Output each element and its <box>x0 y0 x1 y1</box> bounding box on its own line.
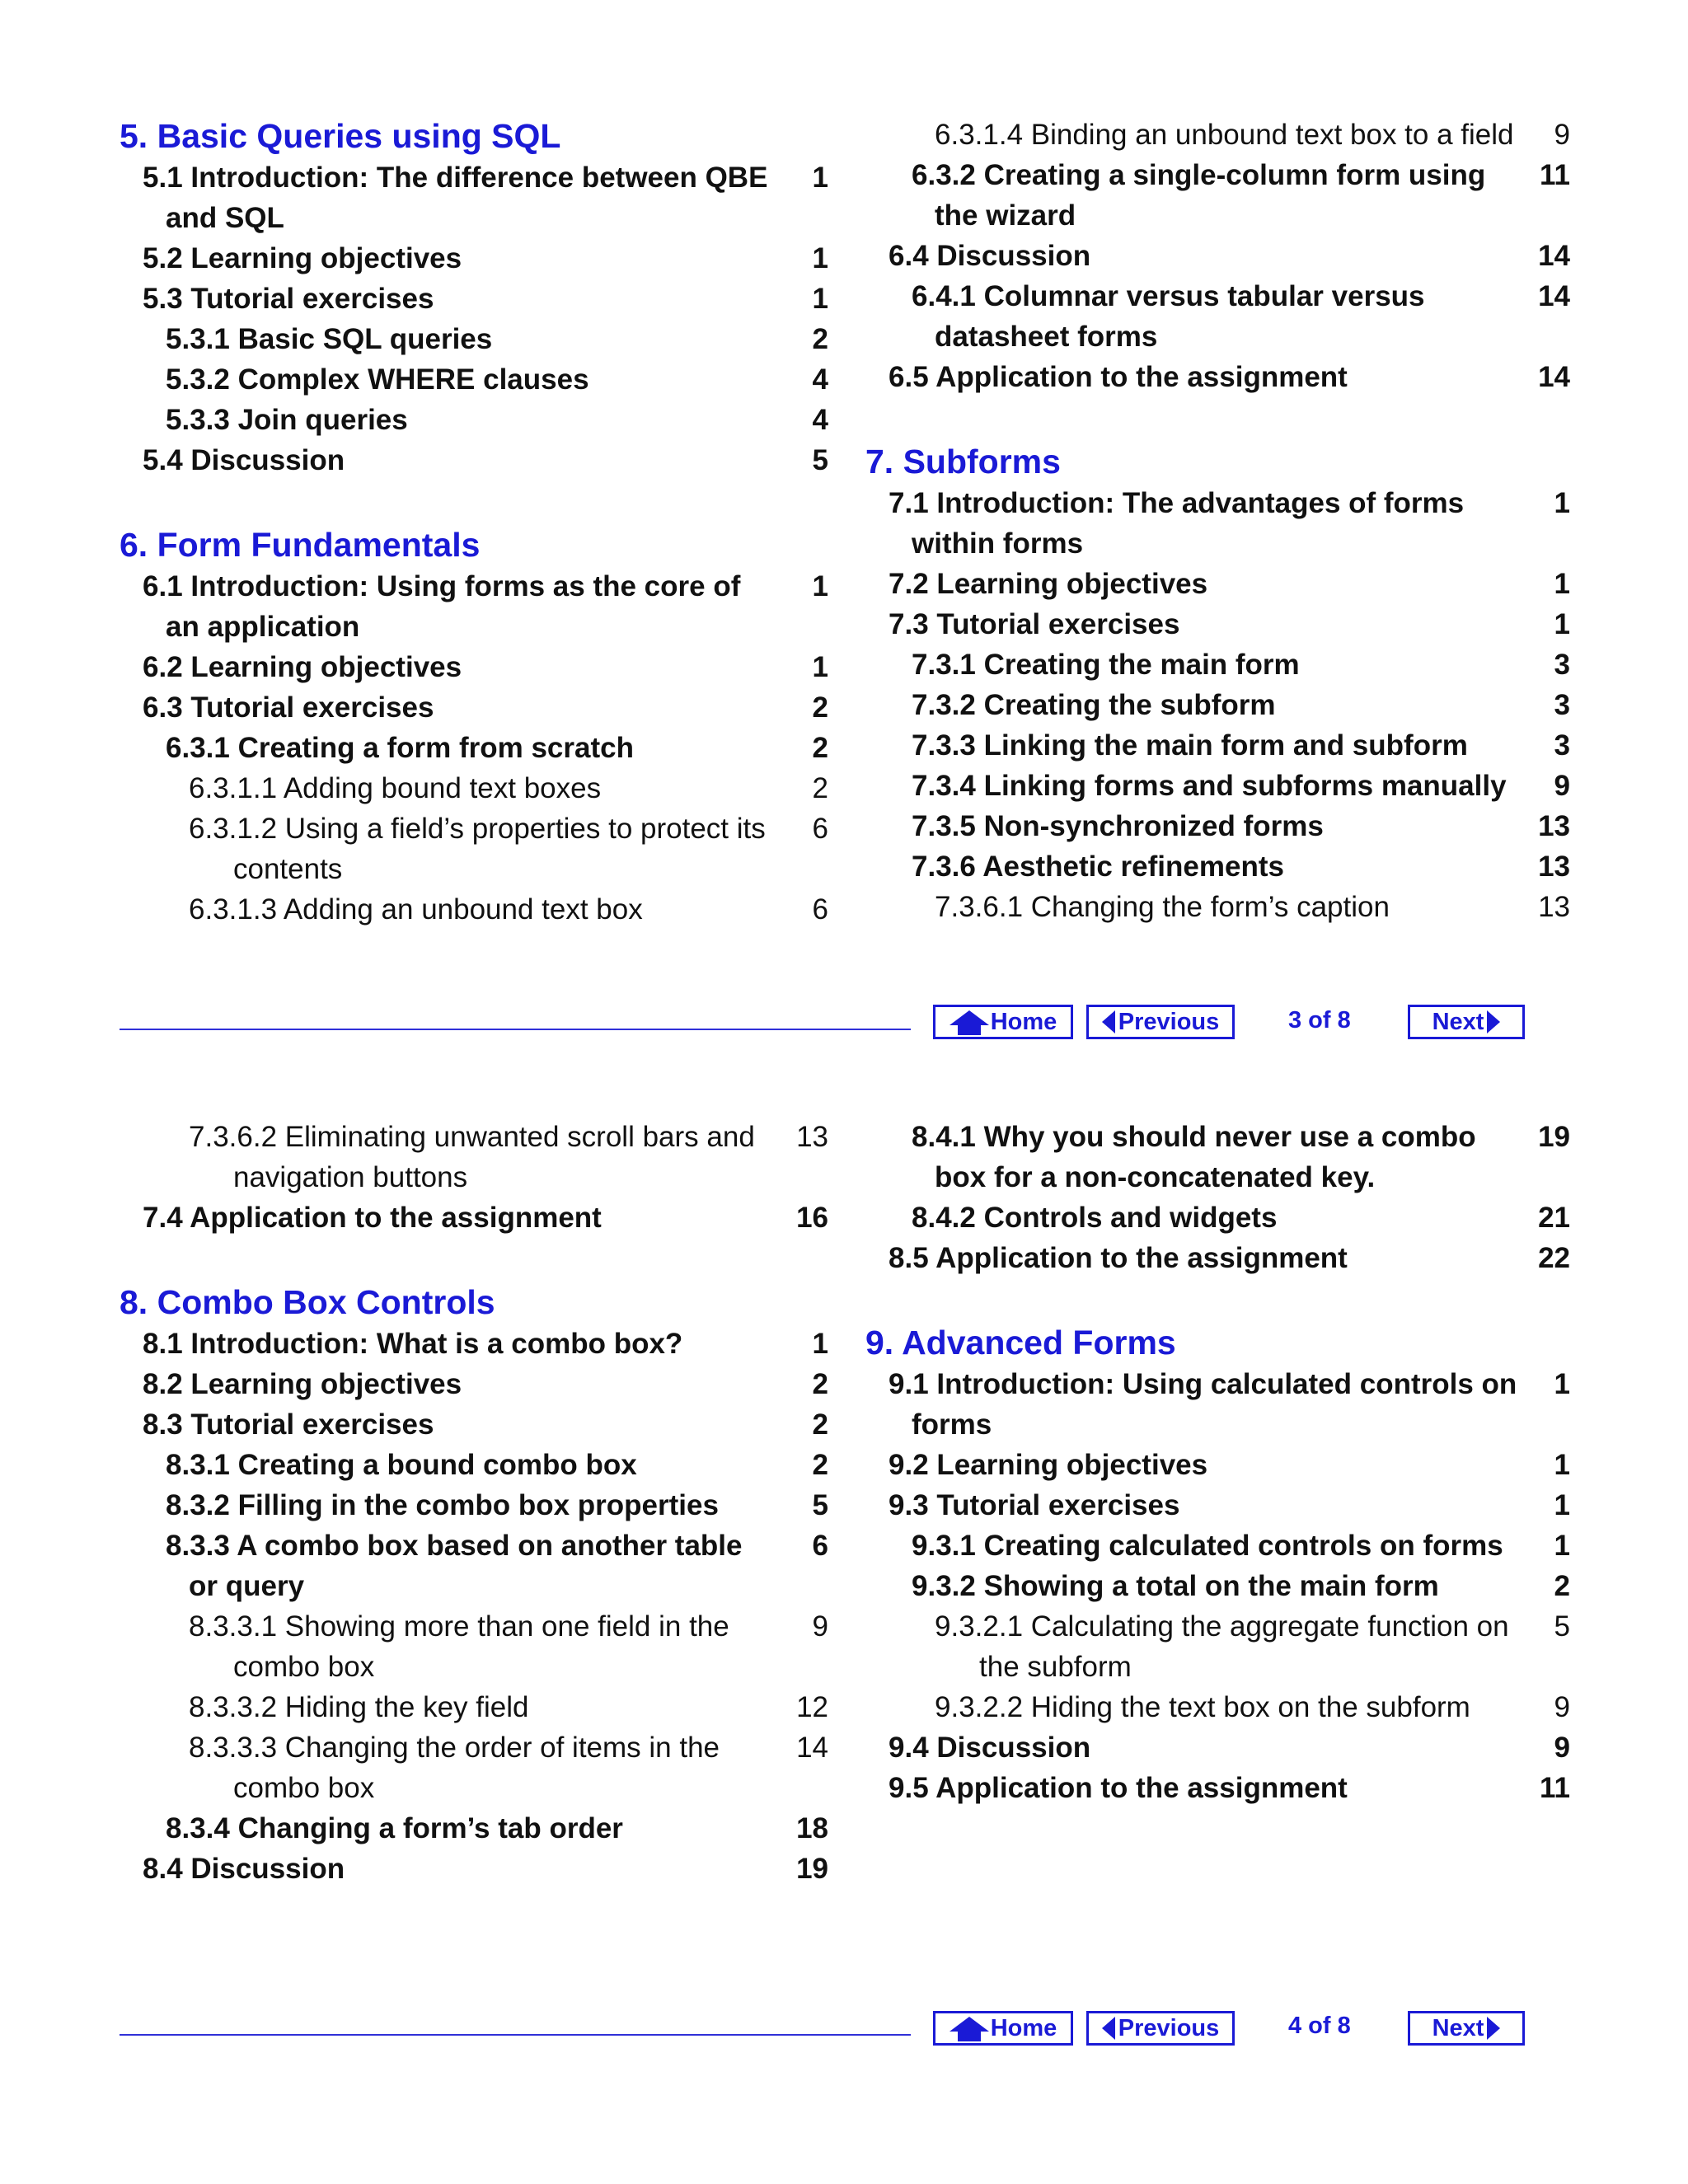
toc-entry-title: 7.3.6.1 Changing the form’s caption <box>935 891 1390 923</box>
toc-entry[interactable] <box>865 846 1570 887</box>
toc-entry-page: 6 <box>812 813 828 845</box>
toc-entry-page: 2 <box>812 1408 828 1441</box>
toc-entry-title: 5.3.3 Join queries <box>166 404 408 436</box>
toc-entry-page: 14 <box>1538 361 1570 393</box>
toc-entry[interactable] <box>865 766 1570 806</box>
toc-entry-title: 9.2 Learning objectives <box>889 1449 1208 1481</box>
toc-entry-page: 1 <box>812 651 828 683</box>
toc-column-left <box>120 1117 828 1889</box>
home-button[interactable]: Home <box>933 2011 1073 2046</box>
section-spacer <box>865 397 1570 440</box>
toc-entry[interactable] <box>865 1117 1570 1197</box>
toc-entry[interactable] <box>120 1485 828 1526</box>
toc-entry-page: 2 <box>812 772 828 804</box>
toc-entry[interactable] <box>865 1687 1570 1727</box>
arrow-left-icon <box>1102 2017 1115 2040</box>
chapter-heading[interactable]: 8. Combo Box Controls <box>120 1283 495 1321</box>
toc-entry-page: 9 <box>1554 1691 1570 1723</box>
toc-entry[interactable] <box>865 685 1570 725</box>
toc-entry-page: 11 <box>1540 1772 1570 1804</box>
toc-entry-title: 6.2 Learning objectives <box>143 651 462 683</box>
toc-entry[interactable] <box>120 687 828 728</box>
toc-entry-page: 1 <box>1554 1489 1570 1521</box>
toc-entry-page: 1 <box>1554 608 1570 640</box>
toc-entry-title: 5.2 Learning objectives <box>143 242 462 274</box>
toc-entry-title: 6.5 Application to the assignment <box>889 361 1348 393</box>
toc-entry[interactable] <box>865 1768 1570 1808</box>
toc-entry-page: 18 <box>796 1812 828 1844</box>
toc-entry-title: 9.5 Application to the assignment <box>889 1772 1348 1804</box>
toc-entry-title: 6.3.1.2 Using a field’s properties to protect its contents <box>189 813 766 885</box>
toc-entry[interactable] <box>865 725 1570 766</box>
toc-entry-page: 2 <box>812 323 828 355</box>
toc-entry-page: 1 <box>812 570 828 602</box>
toc-entry-page: 9 <box>1554 770 1570 802</box>
toc-entry-title: 8.4.1 Why you should never use a combo box for a non-concatenated key. <box>912 1121 1476 1193</box>
toc-entry[interactable] <box>865 276 1570 357</box>
toc-entry-title: 5.3.1 Basic SQL queries <box>166 323 493 355</box>
toc-entry-page: 2 <box>812 732 828 764</box>
toc-entry[interactable] <box>865 1566 1570 1606</box>
arrow-right-icon <box>1487 1010 1500 1033</box>
toc-entry[interactable] <box>865 1238 1570 1278</box>
toc-column-left <box>120 115 828 930</box>
toc-entry-title: 8.4 Discussion <box>143 1853 345 1885</box>
toc-entry-title: 7.2 Learning objectives <box>889 568 1208 600</box>
toc-entry-title: 9.3.1 Creating calculated controls on forms <box>912 1530 1503 1562</box>
toc-entry-page: 1 <box>812 283 828 315</box>
home-icon <box>950 2017 989 2032</box>
home-button[interactable]: Home <box>933 1005 1073 1039</box>
arrow-left-icon <box>1102 1010 1115 1033</box>
toc-entry[interactable] <box>865 1197 1570 1238</box>
toc-entry[interactable] <box>120 1727 828 1808</box>
toc-entry[interactable] <box>120 728 828 768</box>
toc-entry[interactable] <box>120 1849 828 1889</box>
toc-entry-page: 1 <box>1554 1530 1570 1562</box>
toc-entry-page: 1 <box>812 162 828 194</box>
toc-entry-page: 1 <box>1554 1449 1570 1481</box>
chapter-heading[interactable]: 6. Form Fundamentals <box>120 526 481 564</box>
toc-entry-page: 2 <box>812 1449 828 1481</box>
toc-entry-page: 6 <box>812 893 828 926</box>
toc-entry-title: 8.3.3 A combo box based on another table or query <box>166 1530 743 1602</box>
chapter-heading[interactable]: 9. Advanced Forms <box>865 1324 1176 1361</box>
toc-entry-title: 6.3.1.4 Binding an unbound text box to a field <box>935 119 1514 151</box>
arrow-right-icon <box>1487 2017 1500 2040</box>
toc-entry-title: 8.3.1 Creating a bound combo box <box>166 1449 637 1481</box>
toc-entry-title: 9.3 Tutorial exercises <box>889 1489 1180 1521</box>
toc-entry[interactable] <box>120 889 828 930</box>
toc-entry[interactable] <box>120 1364 828 1404</box>
toc-entry-title: 7.4 Application to the assignment <box>143 1202 602 1234</box>
page-indicator: 4 of 8 <box>1288 2013 1351 2039</box>
toc-entry[interactable] <box>120 359 828 400</box>
toc-entry-title: 7.3.6 Aesthetic refinements <box>912 851 1284 883</box>
toc-column-right <box>865 1117 1570 1808</box>
toc-entry-title: 5.3 Tutorial exercises <box>143 283 434 315</box>
toc-entry-title: 8.4.2 Controls and widgets <box>912 1202 1278 1234</box>
toc-entry[interactable] <box>865 115 1570 155</box>
toc-entry-page: 1 <box>812 1328 828 1360</box>
toc-entry-title: 7.3 Tutorial exercises <box>889 608 1180 640</box>
toc-page-2 <box>0 1096 1688 2184</box>
toc-entry[interactable] <box>865 483 1570 564</box>
toc-entry-title: 6.4 Discussion <box>889 240 1091 272</box>
toc-entry[interactable] <box>865 236 1570 276</box>
toc-entry-title: 6.3 Tutorial exercises <box>143 691 434 724</box>
toc-entry[interactable] <box>120 647 828 687</box>
toc-entry-title: 7.3.2 Creating the subform <box>912 689 1276 721</box>
toc-entry-title: 7.3.6.2 Eliminating unwanted scroll bars and navigation buttons <box>189 1121 755 1193</box>
toc-entry-page: 13 <box>796 1121 828 1153</box>
page-indicator: 3 of 8 <box>1288 1007 1351 1033</box>
toc-entry[interactable] <box>120 279 828 319</box>
toc-entry-title: 8.3.4 Changing a form’s tab order <box>166 1812 623 1844</box>
toc-entry-page: 2 <box>812 1368 828 1400</box>
toc-entry[interactable] <box>120 1808 828 1849</box>
toc-entry[interactable] <box>120 1687 828 1727</box>
toc-entry-page: 9 <box>812 1610 828 1643</box>
toc-entry-page: 3 <box>1554 649 1570 681</box>
toc-entry-page: 1 <box>1554 487 1570 519</box>
toc-entry-title: 7.1 Introduction: The advantages of forms within forms <box>889 487 1465 560</box>
toc-entry[interactable] <box>120 400 828 440</box>
previous-button[interactable]: Previous <box>1086 2011 1235 2046</box>
toc-entry[interactable] <box>120 1526 828 1606</box>
toc-entry-page: 14 <box>1538 280 1570 312</box>
toc-entry-page: 2 <box>1554 1570 1570 1602</box>
toc-entry-title: 8.3.3.1 Showing more than one field in the combo box <box>189 1610 729 1683</box>
toc-entry-page: 5 <box>812 444 828 476</box>
section-spacer <box>120 480 828 523</box>
toc-entry[interactable] <box>865 1526 1570 1566</box>
toc-entry-title: 9.3.2 Showing a total on the main form <box>912 1570 1439 1602</box>
toc-entry-title: 9.4 Discussion <box>889 1732 1091 1764</box>
toc-entry[interactable] <box>120 319 828 359</box>
toc-entry-title: 6.1 Introduction: Using forms as the core of an application <box>143 570 741 643</box>
chapter-heading[interactable]: 7. Subforms <box>865 443 1061 480</box>
toc-entry-title: 9.3.2.2 Hiding the text box on the subform <box>935 1691 1470 1723</box>
toc-entry-page: 1 <box>812 242 828 274</box>
toc-entry-page: 19 <box>796 1853 828 1885</box>
toc-entry-title: 5.1 Introduction: The difference between QBE and SQL <box>143 162 768 234</box>
toc-entry-page: 5 <box>1554 1610 1570 1643</box>
toc-entry-title: 6.3.1.3 Adding an unbound text box <box>189 893 643 926</box>
toc-entry-title: 9.3.2.1 Calculating the aggregate function on the subform <box>935 1610 1509 1683</box>
toc-entry-page: 19 <box>1538 1121 1570 1153</box>
previous-button[interactable]: Previous <box>1086 1005 1235 1039</box>
toc-entry[interactable] <box>120 1606 828 1687</box>
toc-entry[interactable] <box>865 604 1570 644</box>
toc-entry-page: 1 <box>1554 1368 1570 1400</box>
toc-entry[interactable] <box>120 566 828 647</box>
toc-entry[interactable] <box>865 1727 1570 1768</box>
toc-entry-title: 8.3 Tutorial exercises <box>143 1408 434 1441</box>
home-icon <box>950 1010 989 1025</box>
toc-entry[interactable] <box>120 1404 828 1445</box>
section-spacer <box>120 1238 828 1281</box>
toc-entry-title: 8.2 Learning objectives <box>143 1368 462 1400</box>
chapter-heading[interactable]: 5. Basic Queries using SQL <box>120 117 561 155</box>
toc-entry[interactable] <box>865 887 1570 927</box>
toc-entry-title: 6.3.1.1 Adding bound text boxes <box>189 772 602 804</box>
toc-entry-title: 6.3.2 Creating a single-column form using the wizard <box>912 159 1486 232</box>
toc-entry[interactable] <box>120 157 828 238</box>
toc-entry-title: 8.5 Application to the assignment <box>889 1242 1348 1274</box>
toc-entry[interactable] <box>865 644 1570 685</box>
toc-entry-page: 11 <box>1540 159 1570 191</box>
toc-entry-page: 4 <box>812 363 828 396</box>
toc-entry-title: 5.4 Discussion <box>143 444 345 476</box>
toc-entry-page: 14 <box>1538 240 1570 272</box>
toc-entry-page: 9 <box>1554 119 1570 151</box>
toc-entry-title: 7.3.1 Creating the main form <box>912 649 1300 681</box>
toc-entry-title: 8.3.3.3 Changing the order of items in the combo box <box>189 1732 720 1804</box>
toc-entry-page: 3 <box>1554 689 1570 721</box>
toc-entry[interactable] <box>865 806 1570 846</box>
toc-entry-page: 22 <box>1538 1242 1570 1274</box>
toc-entry[interactable] <box>120 440 828 480</box>
toc-entry[interactable] <box>865 1445 1570 1485</box>
toc-entry-page: 13 <box>1538 851 1570 883</box>
toc-entry[interactable] <box>120 1197 828 1238</box>
toc-entry-page: 12 <box>796 1691 828 1723</box>
toc-entry-page: 4 <box>812 404 828 436</box>
toc-entry-page: 21 <box>1538 1202 1570 1234</box>
toc-entry[interactable] <box>120 808 828 889</box>
toc-entry-page: 3 <box>1554 729 1570 762</box>
toc-entry[interactable] <box>865 357 1570 397</box>
toc-entry-page: 2 <box>812 691 828 724</box>
toc-entry[interactable] <box>865 1606 1570 1687</box>
toc-entry-page: 9 <box>1554 1732 1570 1764</box>
toc-entry[interactable] <box>120 238 828 279</box>
toc-entry-page: 14 <box>796 1732 828 1764</box>
toc-entry-title: 8.1 Introduction: What is a combo box? <box>143 1328 683 1360</box>
toc-entry-title: 6.4.1 Columnar versus tabular versus datasheet forms <box>912 280 1425 353</box>
toc-entry[interactable] <box>120 1445 828 1485</box>
toc-entry-page: 6 <box>812 1530 828 1562</box>
toc-entry-page: 5 <box>812 1489 828 1521</box>
toc-entry[interactable] <box>865 155 1570 236</box>
toc-entry[interactable] <box>120 1324 828 1364</box>
footer-rule <box>120 1029 911 1030</box>
toc-entry-title: 5.3.2 Complex WHERE clauses <box>166 363 589 396</box>
toc-entry-title: 7.3.3 Linking the main form and subform <box>912 729 1468 762</box>
toc-entry-title: 7.3.5 Non-synchronized forms <box>912 810 1324 842</box>
toc-entry[interactable] <box>120 1117 828 1197</box>
toc-entry-title: 8.3.2 Filling in the combo box properties <box>166 1489 719 1521</box>
toc-entry-title: 7.3.4 Linking forms and subforms manually <box>912 770 1507 802</box>
next-button[interactable]: Next <box>1408 2011 1525 2046</box>
section-spacer <box>865 1278 1570 1321</box>
toc-entry-title: 9.1 Introduction: Using calculated controls on forms <box>889 1368 1517 1441</box>
toc-entry[interactable] <box>865 1485 1570 1526</box>
toc-entry-page: 13 <box>1538 810 1570 842</box>
toc-entry-page: 1 <box>1554 568 1570 600</box>
toc-entry[interactable] <box>865 564 1570 604</box>
toc-entry-page: 13 <box>1538 891 1570 923</box>
toc-entry[interactable] <box>865 1364 1570 1445</box>
footer-rule <box>120 2034 911 2036</box>
toc-entry[interactable] <box>120 768 828 808</box>
toc-entry-page: 16 <box>796 1202 828 1234</box>
toc-entry-title: 6.3.1 Creating a form from scratch <box>166 732 634 764</box>
toc-column-right <box>865 115 1570 927</box>
toc-entry-title: 8.3.3.2 Hiding the key field <box>189 1691 529 1723</box>
next-button[interactable]: Next <box>1408 1005 1525 1039</box>
